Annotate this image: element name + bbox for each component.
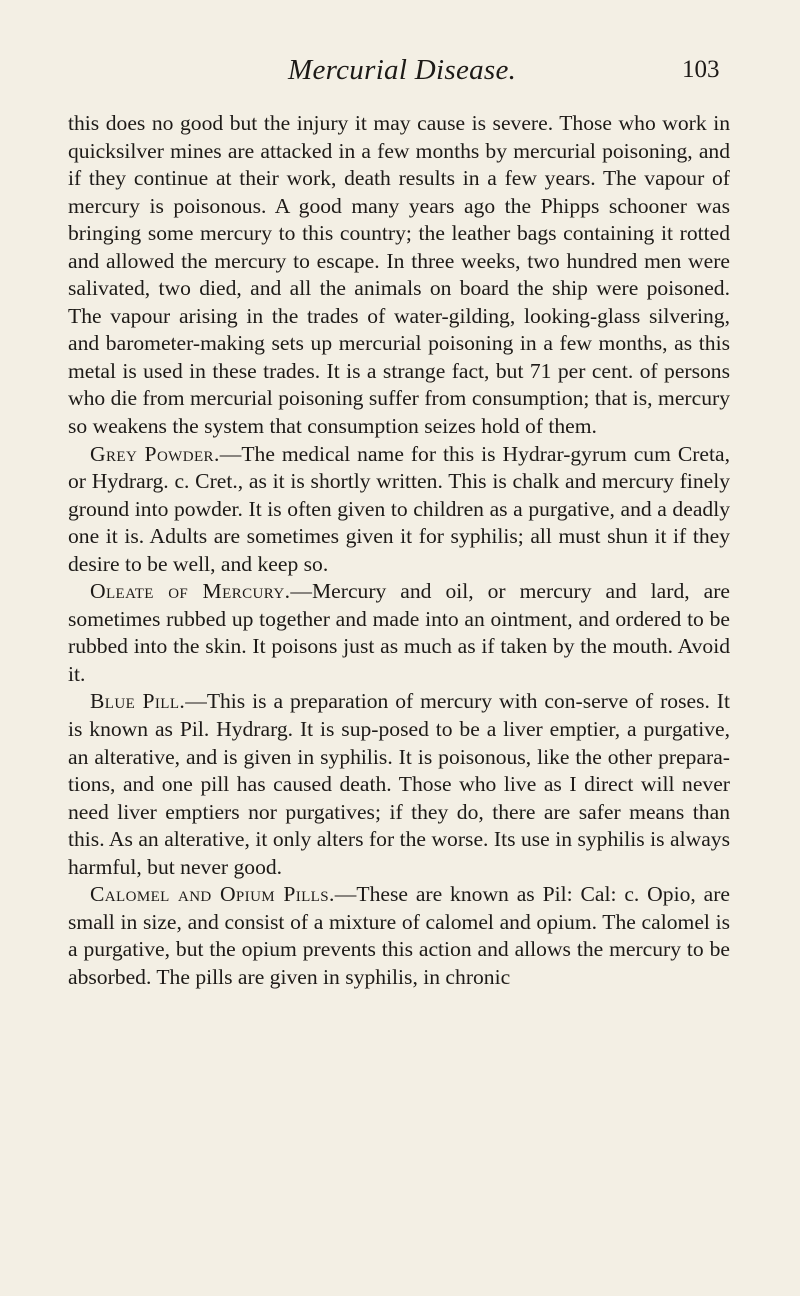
paragraph-blue-pill	[68, 688, 730, 881]
paragraph-text: —This is a preparation of mercury with con-serve of roses. It is known as Pil. Hydrarg. It is sup-posed to be a liver emptier, a purgative, an alterative, and is given in syphilis. It is poisonous, like the other prepara-tions, and one pill has caused death. Those who live as I direct will never need liver emptiers nor purgatives; if they do, there are safer means than this. As an alterative, it only alters for the worse. Its use in syphilis is always harmful, but never good.	[68, 689, 730, 879]
paragraph-grey-powder	[68, 441, 730, 579]
paragraph-text: —The medical name for this is Hydrar-gyrum cum Creta, or Hydrarg. c. Cret., as it is shortly written. This is chalk and mercury finely ground into powder. It is often given to children as a purgative, and a deadly one it is. Adults are sometimes given it for syphilis; all must shun it if they desire to be well, and keep so.	[68, 441, 730, 576]
section-heading: Oleate of Mercury.	[90, 579, 291, 604]
section-heading: Blue Pill.	[90, 689, 186, 714]
paragraph-oleate-of-mercury	[68, 578, 730, 688]
section-heading: Grey Powder.	[90, 441, 220, 466]
paragraph-text: —Mercury and oil, or mercury and lard, are sometimes rubbed up together and made into an ointment, and ordered to be rubbed into the skin. It poisons just as much as if taken by the mouth. Avoid it.	[68, 579, 730, 686]
paragraph-text: —These are known as Pil: Cal: c. Opio, are small in size, and consist of a mixture of calomel and opium. The calomel is a purgative, but the opium prevents this action and allows the mercury to be absorbed. The pills are given in syphilis, in chronic	[68, 882, 730, 989]
section-heading: Calomel and Opium Pills.	[90, 882, 335, 907]
paragraph-continuation	[68, 110, 730, 441]
chapter-title: Mercurial Disease.	[288, 54, 517, 86]
body-text	[68, 110, 730, 992]
page-number: 103	[682, 56, 720, 83]
paragraph-text: this does no good but the injury it may cause is severe. Those who work in quicksilver mines are attacked in a few months by mercurial poisoning, and if they continue at their work, death results in a few years. The vapour of mercury is poisonous. A good many years ago the Phipps schooner was bringing some mercury to this country; the leather bags containing it rotted and allowed the mercury to escape. In three weeks, two hundred men were salivated, two died, and all the animals on board the ship were poisoned. The vapour arising in the trades of water-gilding, looking-glass silvering, and barometer-making sets up mercurial poisoning in a few months, as this metal is used in these trades. It is a strange fact, but 71 per cent. of persons who die from mercurial poisoning suffer from consumption; that is, mercury so weakens the system that consumption seizes hold of them.	[68, 111, 730, 439]
paragraph-calomel-opium-pills	[68, 881, 730, 991]
running-head	[0, 52, 800, 96]
